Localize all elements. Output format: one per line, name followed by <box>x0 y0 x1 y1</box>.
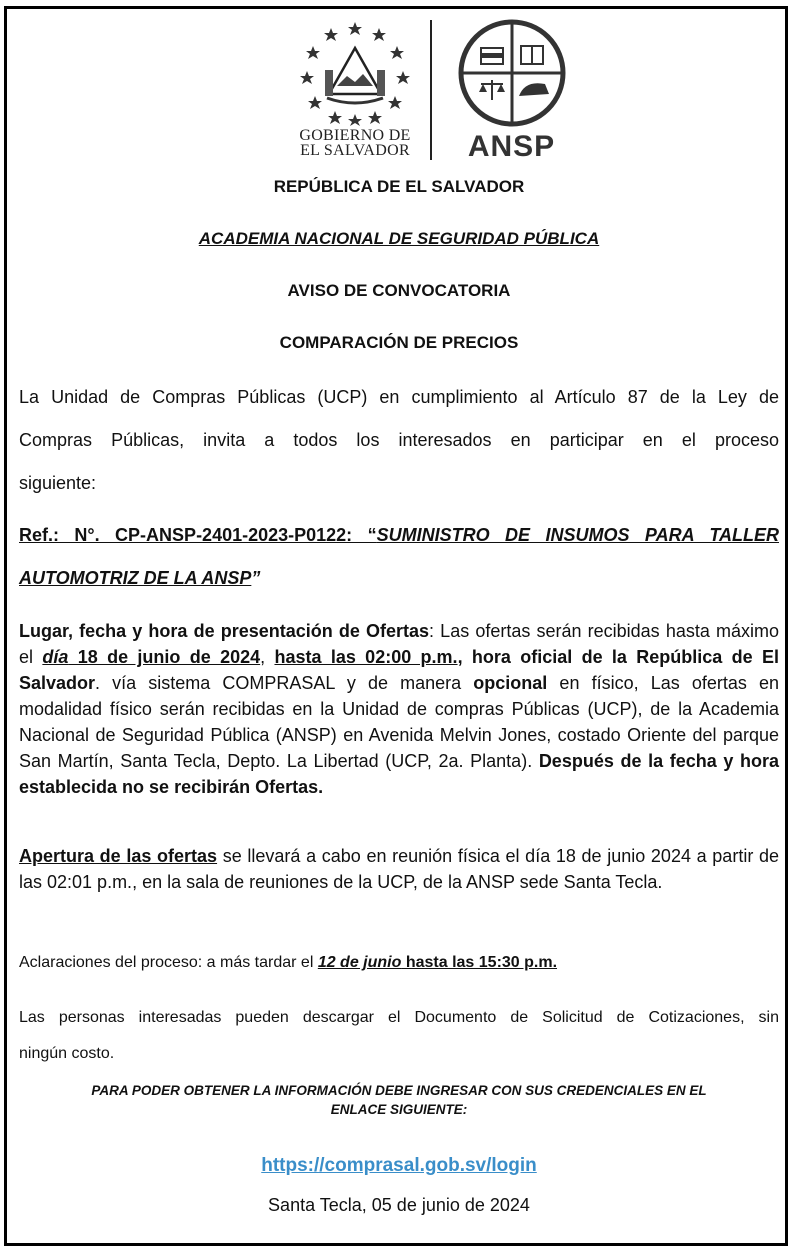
opening-paragraph <box>19 843 779 895</box>
submission-label: Lugar, fecha y hora de presentación de Ofertas <box>19 621 430 641</box>
submission-dia: día <box>42 647 69 667</box>
intro-line-2: Compras Públicas, invita a todos los interesados en participar en el proceso <box>19 430 779 450</box>
clarifications-paragraph <box>19 954 779 972</box>
heading-notice: AVISO DE CONVOCATORIA <box>287 281 511 300</box>
submission-text-1: : Las ofertas serán recibidas hasta máximo el <box>19 621 779 667</box>
reference-line-2 <box>19 557 779 600</box>
reference-line-1 <box>19 514 779 557</box>
logo-divider <box>430 20 432 160</box>
download-paragraph <box>19 1000 779 1072</box>
heading-republic: REPÚBLICA DE EL SALVADOR <box>273 177 525 196</box>
submission-comma: , <box>260 647 275 667</box>
submission-text-2: . vía sistema COMPRASAL y de manera <box>95 673 474 693</box>
download-line-1: Las personas interesadas pueden descargar el Documento de Solicitud de Cotizaciones, sin <box>19 1009 779 1026</box>
ansp-logo-text: ANSP <box>467 130 556 163</box>
gobierno-line-1: GOBIERNO DE <box>299 127 411 144</box>
intro-line-3: siguiente: <box>19 473 97 493</box>
link-row <box>19 1155 779 1177</box>
comprasal-login-link[interactable]: https://comprasal.gob.sv/login <box>261 1155 537 1176</box>
place-date: Santa Tecla, 05 de junio de 2024 <box>268 1195 530 1215</box>
download-line-2: ningún costo. <box>19 1045 115 1062</box>
clarifications-date: 12 de junio <box>317 954 402 971</box>
reference-block <box>19 514 779 600</box>
opening-label: Apertura de las ofertas <box>19 846 218 866</box>
submission-date: 18 de junio de 2024 <box>68 647 261 667</box>
reference-close-quote: ” <box>251 568 261 588</box>
clarifications-time: hasta las 15:30 p.m. <box>401 954 558 971</box>
submission-text-3: en físico, Las ofertas en modalidad físico serán recibidas en la Unidad de compras Públicas (UCP), de la Academia Nacional de Seguridad Pública (ANSP) en Avenida Melvin Jones, costado Oriente del parque San Martín, Santa Tecla, Depto. La Libertad (UCP, 2a. Planta). <box>19 673 779 771</box>
credentials-line-2: ENLACE SIGUIENTE: <box>330 1102 468 1117</box>
opening-text: se llevará a cabo en reunión física el día 18 de junio 2024 a partir de las 02:01 p.m., en la sala de reuniones de la UCP, de la ANSP sede Santa Tecla. <box>19 846 779 892</box>
reference-title-1: SUMINISTRO DE INSUMOS PARA TALLER <box>376 525 779 545</box>
intro-paragraph <box>19 376 779 505</box>
heading-comparison: COMPARACIÓN DE PRECIOS <box>279 333 519 352</box>
ansp-emblem-icon <box>457 18 567 128</box>
logos-header <box>289 16 569 164</box>
submission-official: , hora oficial de la República de El Salvador <box>19 647 779 693</box>
reference-title-2: AUTOMOTRIZ DE LA ANSP <box>19 568 252 588</box>
credentials-line-1: PARA PODER OBTENER LA INFORMACIÓN DEBE INGRESAR CON SUS CREDENCIALES EN EL <box>91 1083 707 1098</box>
gobierno-line-2: EL SALVADOR <box>300 142 410 159</box>
heading-academy: ACADEMIA NACIONAL DE SEGURIDAD PÚBLICA <box>198 229 600 248</box>
submission-paragraph <box>19 618 779 800</box>
gobierno-logo-text <box>289 128 421 158</box>
credentials-notice <box>19 1081 779 1119</box>
intro-line-1: La Unidad de Compras Públicas (UCP) en cumplimiento al Artículo 87 de la Ley de <box>19 387 779 407</box>
coat-of-arms-icon <box>289 16 421 126</box>
reference-code: Ref.: N°. CP-ANSP-2401-2023-P0122: “ <box>19 525 377 545</box>
submission-optional: opcional <box>473 673 548 693</box>
submission-warning: Después de la fecha y hora establecida no se recibirán Ofertas. <box>19 751 779 797</box>
clarifications-text: Aclaraciones del proceso: a más tardar el <box>19 954 318 971</box>
submission-time: hasta las 02:00 p.m. <box>274 647 458 667</box>
